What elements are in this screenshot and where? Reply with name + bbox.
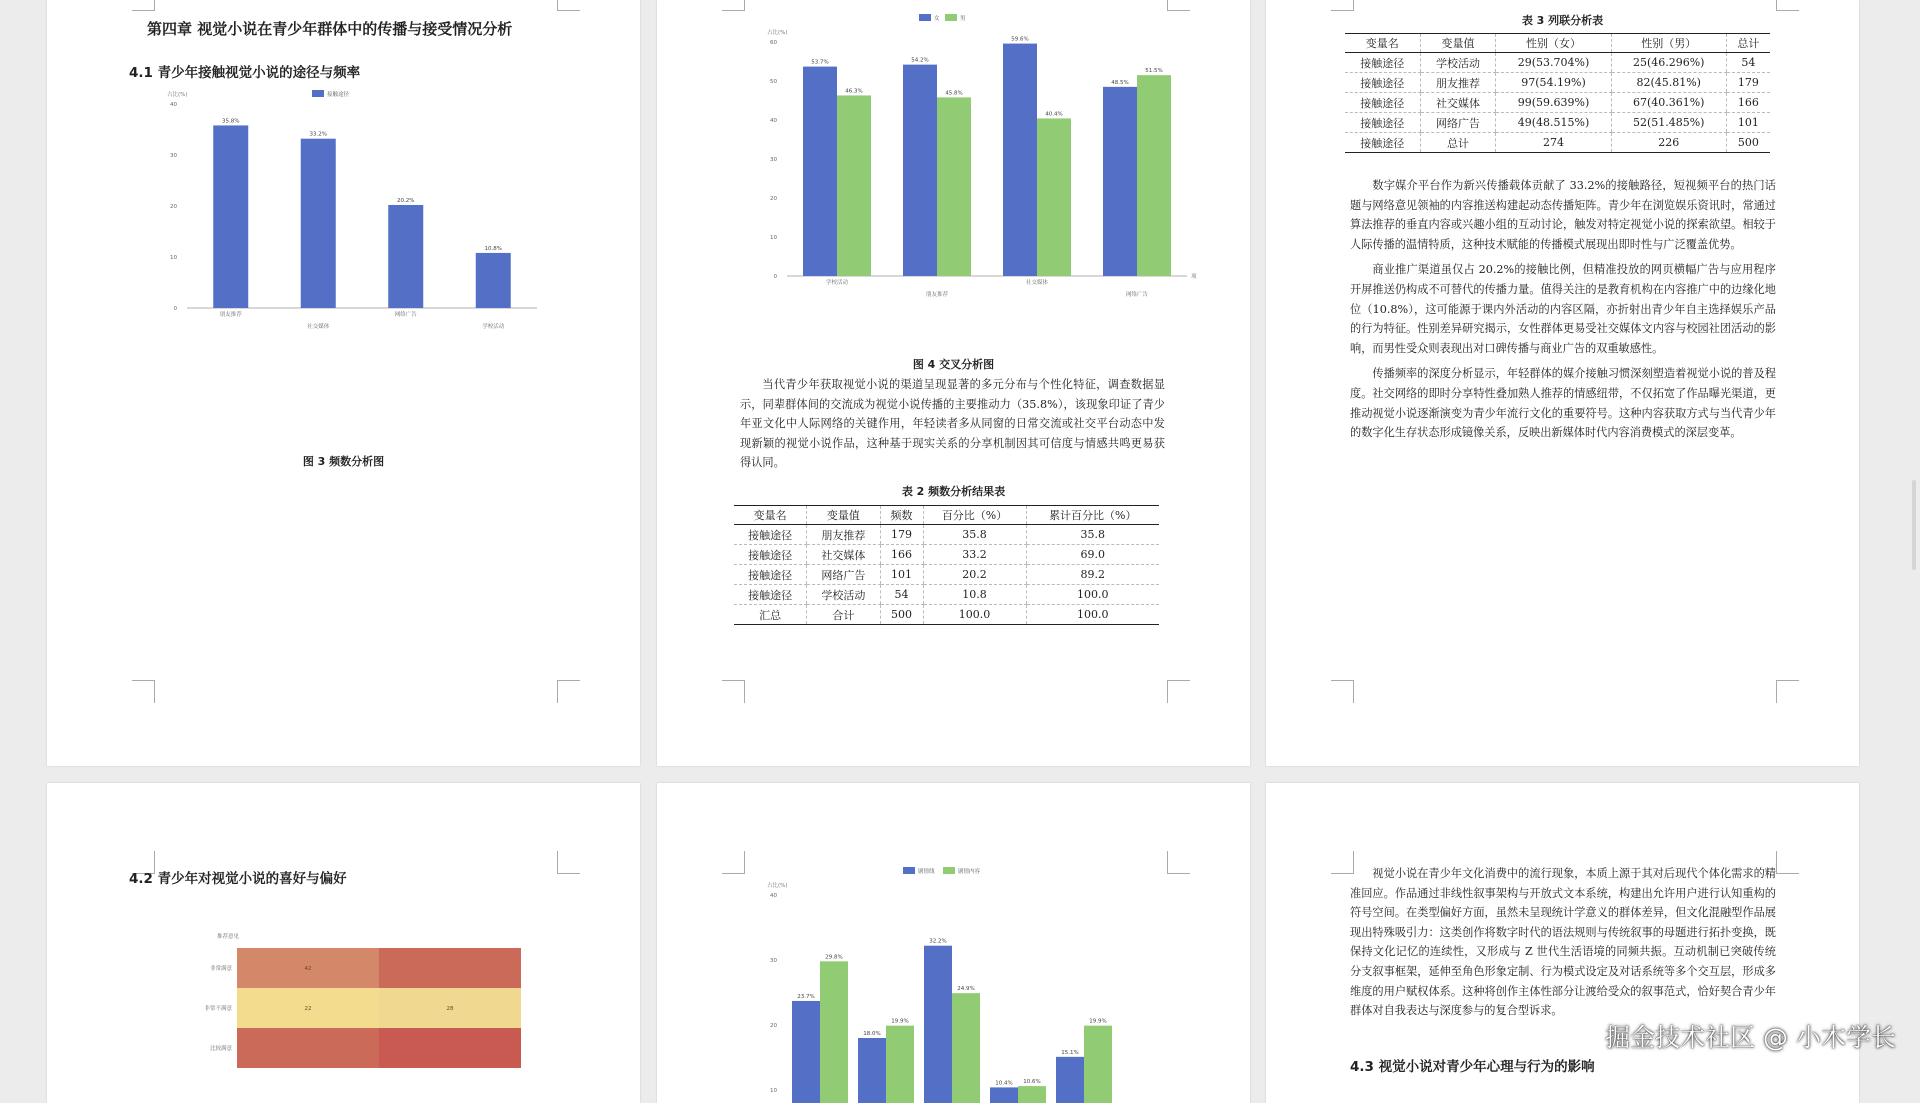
data-label: 45.8% xyxy=(945,90,963,97)
legend-swatch xyxy=(312,90,324,97)
chart-bar xyxy=(476,253,511,308)
table-cell: 101 xyxy=(1726,113,1770,133)
table-cell: 社交媒体 xyxy=(807,545,880,565)
chart-bar xyxy=(886,1026,914,1103)
table-cell: 接触途径 xyxy=(1345,93,1420,113)
table-row xyxy=(734,565,1159,585)
table-header-cell: 性别（女） xyxy=(1496,34,1611,53)
table-cell: 97(54.19%) xyxy=(1496,73,1611,93)
table-header-cell: 频数 xyxy=(880,506,923,525)
chart-bar xyxy=(388,205,423,308)
data-label: 10.6% xyxy=(1023,1079,1041,1086)
table-cell: 179 xyxy=(880,525,923,545)
crop-mark xyxy=(1331,680,1354,703)
chart-bar xyxy=(213,125,248,308)
chart-bar xyxy=(792,1001,820,1103)
heatmap-cell xyxy=(379,1028,521,1068)
table-cell: 101 xyxy=(880,565,923,585)
table-cell: 166 xyxy=(880,545,923,565)
legend-label: 女 xyxy=(934,16,940,22)
y-axis-label: 推荐意见 xyxy=(217,934,240,940)
chart-bar xyxy=(1018,1086,1046,1103)
y-tick-label: 30 xyxy=(770,958,777,964)
figure-caption: 图 4 交叉分析图 xyxy=(912,358,995,371)
table-cell: 25(46.296%) xyxy=(1611,53,1726,73)
table-cell: 100.0 xyxy=(1026,585,1159,605)
chart-bar xyxy=(1037,118,1071,276)
table-row xyxy=(1345,73,1770,93)
data-label: 32.2% xyxy=(929,938,947,945)
table-row xyxy=(1345,133,1770,153)
legend-label: 男 xyxy=(960,16,966,22)
table-cell: 52(51.485%) xyxy=(1611,113,1726,133)
table-row xyxy=(734,585,1159,605)
row-label: 非常满意 xyxy=(209,966,232,972)
data-label: 29.8% xyxy=(825,954,843,961)
crop-mark xyxy=(132,0,155,11)
y-tick-label: 40 xyxy=(170,102,177,108)
x-tick-label: 社交媒体 xyxy=(1025,280,1049,286)
table-cell: 166 xyxy=(1726,93,1770,113)
table-cell: 总计 xyxy=(1420,133,1496,153)
x-tick-label: 朋友推荐 xyxy=(219,312,242,318)
y-axis-label: 占比(%) xyxy=(167,92,188,98)
y-tick-label: 0 xyxy=(773,274,777,280)
crop-mark xyxy=(557,851,580,874)
legend-swatch xyxy=(943,867,955,874)
document-page-5 xyxy=(657,783,1250,1103)
table-header-cell: 变量名 xyxy=(1345,34,1420,53)
table-cell: 99(59.639%) xyxy=(1496,93,1611,113)
table-cell: 69.0 xyxy=(1026,545,1159,565)
x-tick-label: 学校活动 xyxy=(825,280,849,286)
table-header-cell: 百分比（%） xyxy=(923,506,1026,525)
table-caption: 表 3 列联分析表 xyxy=(1521,14,1604,27)
data-label: 54.2% xyxy=(911,57,929,64)
table-cell: 社交媒体 xyxy=(1420,93,1496,113)
data-label: 48.5% xyxy=(1111,79,1129,86)
table-cell: 接触途径 xyxy=(1345,113,1420,133)
x-tick-label: 学校活动 xyxy=(482,324,505,330)
legend-swatch xyxy=(919,14,931,21)
table-header-cell: 总计 xyxy=(1726,34,1770,53)
table-cell: 274 xyxy=(1496,133,1611,153)
paragraph-text: 视觉小说在青少年文化消费中的流行现象，本质上源于其对后现代个体化需求的精准回应。作品通过非线性叙事架构与开放式文本系统，构建出允许用户进行认知重构的符号空间。在类型偏好方面，虽然未呈现统计学意义的群体差异，但文化混融型作品展现出特殊吸引力：这类创作将数字时代的语法规则与传统叙事的母题进行拓扑变换，既保持文化记忆的连续性，又形成与 Z 世代生活语境的同频共振。互动机制已突破传统分支叙事框架，延伸至角色形象定制、行为模式设定及对话系统等多个交互层，形成多维度的用户赋权体系。这种将创作主体性部分让渡给受众的叙事范式，恰好契合青少年群体对自我表达与深度参与的复合型诉求。 xyxy=(1350,867,1776,1018)
table-row xyxy=(1345,53,1770,73)
table-cell: 100.0 xyxy=(923,605,1026,625)
table-header-cell: 变量值 xyxy=(1420,34,1496,53)
table-cell: 接触途径 xyxy=(1345,73,1420,93)
crop-mark xyxy=(722,851,745,874)
table-cell: 学校活动 xyxy=(807,585,880,605)
data-label: 20.2% xyxy=(397,197,415,204)
cell-value: 42 xyxy=(304,966,312,972)
y-tick-label: 10 xyxy=(170,255,177,261)
y-tick-label: 10 xyxy=(770,1088,777,1094)
plot-preference-bar-chart xyxy=(757,863,1177,1103)
x-tick-label: 朋友推荐 xyxy=(925,292,949,298)
document-page-1 xyxy=(47,0,640,766)
heatmap-cell xyxy=(237,1028,379,1068)
legend-label: 剧情线 xyxy=(918,869,935,875)
data-label: 10.4% xyxy=(995,1080,1013,1087)
table-row xyxy=(734,525,1159,545)
y-tick-label: 40 xyxy=(770,118,777,124)
table-cell: 朋友推荐 xyxy=(1420,73,1496,93)
y-tick-label: 30 xyxy=(170,153,177,159)
data-label: 59.6% xyxy=(1011,36,1029,43)
table-cell: 接触途径 xyxy=(734,585,807,605)
chart-bar xyxy=(301,139,336,308)
paragraph-text: 传播频率的深度分析显示，年轻群体的媒介接触习惯深刻塑造着视觉小说的普及程度。社交网络的即时分享特性叠加熟人推荐的情感纽带，不仅拓宽了作品曝光渠道，更推动视觉小说逐渐演变为青少年流行文化的重要符号。这种内容获取方式与当代青少年的数字化生存状态形成镜像关系，反映出新媒体时代内容消费模式的深层变革。 xyxy=(1350,367,1776,440)
data-label: 19.9% xyxy=(891,1018,909,1025)
chart-bar xyxy=(820,961,848,1103)
vertical-scrollbar[interactable] xyxy=(1912,480,1916,570)
paragraph-text: 商业推广渠道虽仅占 20.2%的接触比例，但精准投放的网页横幅广告与应用程序开屏推送仍构成不可替代的传播力量。值得关注的是教育机构在内容推广中的边缘化地位（10.8%），这可能源于课内外活动的内容区隔，亦折射出青少年自主选择娱乐产品的行为特征。性别差异研究揭示，女性群体更易受社交媒体文内容与校园社团活动的影响，而男性受众则表现出对口碑传播与商业广告的双重敏感性。 xyxy=(1350,263,1776,355)
paragraph-text: 当代青少年获取视觉小说的渠道呈现显著的多元分布与个性化特征，调查数据显示，同辈群体间的交流成为视觉小说传播的主要推动力（35.8%），该现象印证了青少年亚文化中人际网络的关键作用，年轻读者多从同窗的日常交流或社交平台动态中发现新颖的视觉小说作品，这种基于现实关系的分享机制因其可信度与情感共鸣更易获得认同。 xyxy=(740,378,1165,470)
chart-body xyxy=(167,90,537,330)
crop-mark xyxy=(1776,851,1799,874)
document-page-3 xyxy=(1266,0,1859,766)
x-tick-label: 网络广告 xyxy=(1125,292,1149,298)
table-cell: 合计 xyxy=(807,605,880,625)
section-title: 4.3 视觉小说对青少年心理与行为的影响 xyxy=(1350,1059,1595,1075)
table-cell: 接触途径 xyxy=(734,565,807,585)
document-page-2 xyxy=(657,0,1250,766)
table-cell: 100.0 xyxy=(1026,605,1159,625)
watermark: 掘金技术社区 @ 小木学长 xyxy=(1605,1023,1896,1052)
cell-value: 22 xyxy=(304,1006,312,1012)
data-label: 35.8% xyxy=(222,118,240,125)
cell-value: 28 xyxy=(446,1006,454,1012)
y-tick-label: 40 xyxy=(770,893,777,899)
y-tick-label: 10 xyxy=(770,235,777,241)
chapter-title: 第四章 视觉小说在青少年群体中的传播与接受情况分析 xyxy=(147,20,513,38)
x-tick-label: 社交媒体 xyxy=(307,324,330,330)
data-label: 18.0% xyxy=(863,1031,881,1037)
data-label: 53.7% xyxy=(811,59,829,66)
table-caption: 表 2 频数分析结果表 xyxy=(901,485,1006,498)
table-header-cell: 累计百分比（%） xyxy=(1026,506,1159,525)
table-cell: 67(40.361%) xyxy=(1611,93,1726,113)
data-label: 40.4% xyxy=(1045,111,1063,118)
table-cell: 网络广告 xyxy=(1420,113,1496,133)
table-cell: 179 xyxy=(1726,73,1770,93)
table-cell: 汇总 xyxy=(759,608,782,622)
y-tick-label: 50 xyxy=(770,79,777,85)
table-cell: 82(45.81%) xyxy=(1611,73,1726,93)
table-cell: 接触途径 xyxy=(1345,53,1420,73)
y-tick-label: 20 xyxy=(170,204,177,210)
chart-bar xyxy=(952,993,980,1103)
chart-bar xyxy=(990,1087,1018,1103)
legend-swatch xyxy=(903,867,915,874)
paragraph-text: 数字媒介平台作为新兴传播载体贡献了 33.2%的接触路径，短视频平台的热门话题与网络意见领袖的内容推送构建起动态传播矩阵。青少年在浏览娱乐资讯时，常通过算法推荐的垂直内容或兴趣小组的互动讨论，触发对特定视觉小说的探索欲望。相较于人际传播的温情特质，这种技术赋能的传播模式展现出即时性与广泛覆盖优势。 xyxy=(1350,179,1776,251)
chart-bar xyxy=(858,1038,886,1103)
table-cell: 接触途径 xyxy=(734,525,807,545)
table-cell: 500 xyxy=(880,605,923,625)
chart-bar xyxy=(1003,44,1037,276)
data-label: 51.5% xyxy=(1145,68,1163,75)
section-title: 4.1 青少年接触视觉小说的途径与频率 xyxy=(129,65,361,81)
y-axis-label: 占比(%) xyxy=(767,30,788,36)
table-cell: 500 xyxy=(1726,133,1770,153)
table-row xyxy=(734,545,1159,565)
data-label: 46.3% xyxy=(845,88,863,95)
frequency-bar-chart xyxy=(157,92,577,420)
chart-bar xyxy=(903,65,937,276)
chart-bar xyxy=(803,67,837,276)
table-header-cell: 性别（男） xyxy=(1611,34,1726,53)
table-cell: 54 xyxy=(1726,53,1770,73)
x-tick-label: 网络广告 xyxy=(394,312,417,318)
table-cell: 学校活动 xyxy=(1420,53,1496,73)
body-paragraph xyxy=(1350,864,1776,1021)
table-cell: 35.8 xyxy=(923,525,1026,545)
table-cell: 89.2 xyxy=(1026,565,1159,585)
crop-mark xyxy=(1776,0,1799,11)
table-cell: 接触途径 xyxy=(1360,136,1405,150)
table-cell: 10.8 xyxy=(923,585,1026,605)
contingency-table xyxy=(1345,33,1770,153)
table-cell: 49(48.515%) xyxy=(1496,113,1611,133)
y-tick-label: 30 xyxy=(770,157,777,163)
chart-bar xyxy=(1103,87,1137,276)
y-tick-label: 60 xyxy=(770,40,777,46)
legend-label: 剧情内容 xyxy=(958,869,981,875)
table-cell: 54 xyxy=(880,585,923,605)
data-label: 19.9% xyxy=(1089,1018,1107,1025)
data-label: 10.8% xyxy=(484,245,502,252)
legend-label: 接触途径 xyxy=(327,92,350,98)
chart-bar xyxy=(837,95,871,276)
body-paragraph xyxy=(740,375,1165,473)
figure-caption: 图 3 频数分析图 xyxy=(302,455,385,468)
frequency-table xyxy=(734,505,1159,625)
table-cell: 朋友推荐 xyxy=(807,525,880,545)
table-cell: 网络广告 xyxy=(807,565,880,585)
y-tick-label: 20 xyxy=(770,1023,777,1029)
table-header-cell: 变量名 xyxy=(734,506,807,525)
table-cell: 33.2 xyxy=(923,545,1026,565)
crop-mark xyxy=(1776,680,1799,703)
data-label: 24.9% xyxy=(957,986,975,993)
heatmap-cell xyxy=(379,948,521,988)
crop-mark xyxy=(722,0,745,11)
body-paragraphs xyxy=(1350,176,1776,443)
data-label: 33.2% xyxy=(309,131,327,138)
table-header-cell: 变量值 xyxy=(807,506,880,525)
data-label: 23.7% xyxy=(797,993,815,1000)
table-row xyxy=(1345,113,1770,133)
table-cell: 接触途径 xyxy=(734,545,807,565)
chart-bar xyxy=(924,946,952,1103)
chart-bar xyxy=(1084,1026,1112,1103)
table-row xyxy=(734,605,1159,625)
table-cell: 35.8 xyxy=(1026,525,1159,545)
legend-swatch xyxy=(945,14,957,21)
section-title: 4.2 青少年对视觉小说的喜好与偏好 xyxy=(129,871,347,887)
crop-mark xyxy=(557,0,580,11)
table-row xyxy=(1345,93,1770,113)
preference-heatmap xyxy=(167,928,597,1098)
row-label: 非常不满意 xyxy=(204,1006,232,1012)
y-tick-label: 0 xyxy=(173,306,177,312)
data-label: 15.1% xyxy=(1061,1049,1079,1056)
crop-mark xyxy=(1331,0,1354,11)
table-cell: 226 xyxy=(1611,133,1726,153)
chart-bar xyxy=(937,97,971,276)
crop-mark xyxy=(557,680,580,703)
table-cell: 29(53.704%) xyxy=(1496,53,1611,73)
y-axis-label: 占比(%) xyxy=(767,883,788,889)
document-page-6 xyxy=(1266,783,1859,1103)
x-axis-label: 项 xyxy=(1191,274,1197,280)
crop-mark xyxy=(1167,680,1190,703)
chart-bar xyxy=(1137,75,1171,276)
crop-mark xyxy=(132,680,155,703)
row-label: 比较满意 xyxy=(209,1046,232,1052)
table-cell: 20.2 xyxy=(923,565,1026,585)
cross-analysis-bar-chart xyxy=(757,8,1227,298)
crop-mark xyxy=(722,680,745,703)
document-page-4 xyxy=(47,783,640,1103)
y-tick-label: 20 xyxy=(770,196,777,202)
